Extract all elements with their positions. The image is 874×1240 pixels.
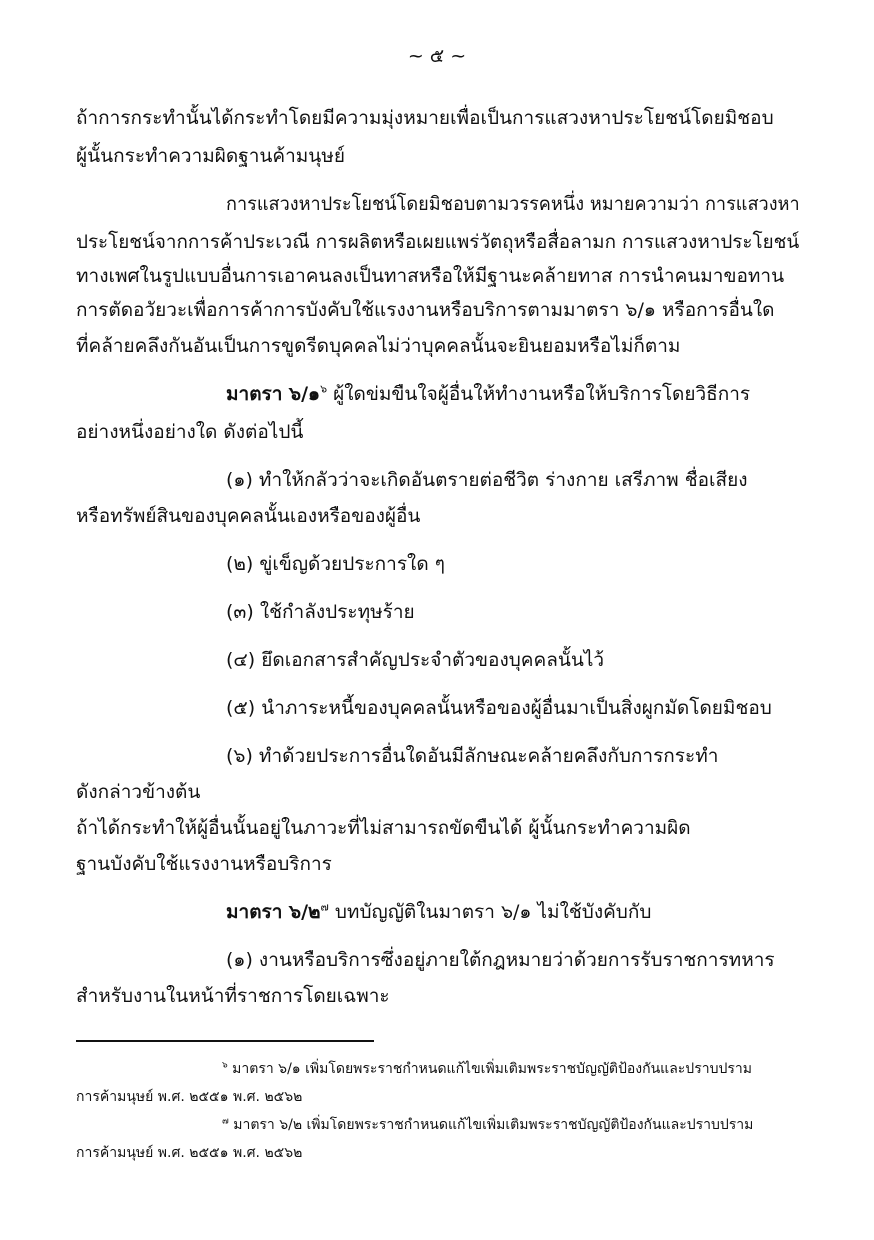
footnote-7 [222,1114,753,1136]
section-6-1-heading: มาตรา ๖/๑ [226,383,321,405]
list-item-6-continued: ดังกล่าวข้างต้น [76,781,201,803]
paragraph-line: ถ้าได้กระทำให้ผู้อื่นนั้นอยู่ในภาวะที่ไม่สามารถขัดขืนได้ ผู้นั้นกระทำความผิด [76,817,691,839]
footnote-ref-7[interactable]: ๗ [320,900,329,914]
paragraph-line: ประโยชน์จากการค้าประเวณี การผลิตหรือเผยแพร่วัตถุหรือสื่อลามก การแสวงหาประโยชน์ [76,231,800,253]
paragraph-line: ผู้นั้นกระทำความผิดฐานค้ามนุษย์ [76,145,345,167]
list-item-4: (๔) ยึดเอกสารสำคัญประจำตัวของบุคคลนั้นไว้ [226,649,605,671]
paragraph-line: ทางเพศในรูปแบบอื่นการเอาคนลงเป็นทาสหรือให้มีฐานะคล้ายทาส การนำคนมาขอทาน [76,265,785,287]
paragraph-line: ที่คล้ายคลึงกันอันเป็นการขูดรีดบุคคลไม่ว่าบุคคลนั้นจะยินยอมหรือไม่ก็ตาม [76,335,681,357]
section-6-2-heading: มาตรา ๖/๒ [226,901,321,923]
list-item-1-continued: หรือทรัพย์สินของบุคคลนั้นเองหรือของผู้อื่น [76,505,421,527]
list-item-2: (๒) ขู่เข็ญด้วยประการใด ๆ [226,553,445,575]
section-6-2-text: บทบัญญัติในมาตรา ๖/๑ ไม่ใช้บังคับกับ [328,901,652,923]
section-6-1-text: ผู้ใดข่มขืนใจผู้อื่นให้ทำงานหรือให้บริการโดยวิธีการ [327,383,751,405]
list-item-6: (๖) ทำด้วยประการอื่นใดอันมีลักษณะคล้ายคลึงกับการกระทำ [226,745,719,767]
footnote-mark-6: ๖ [222,1060,228,1071]
paragraph-line: อย่างหนึ่งอย่างใด ดังต่อไปนี้ [76,421,304,443]
section-6-2-heading-line [226,898,651,926]
footnote-6-continued: การค้ามนุษย์ พ.ศ. ๒๕๕๑ พ.ศ. ๒๕๖๒ [76,1089,303,1105]
footnote-6 [222,1058,752,1080]
paragraph-line: ถ้าการกระทำนั้นได้กระทำโดยมีความมุ่งหมายเพื่อเป็นการแสวงหาประโยชน์โดยมิชอบ [76,107,774,129]
footnote-7-continued: การค้ามนุษย์ พ.ศ. ๒๕๕๑ พ.ศ. ๒๕๖๒ [76,1145,303,1161]
footnote-mark-7: ๗ [222,1116,229,1127]
footnote-divider [76,1040,374,1042]
footnote-6-text: มาตรา ๖/๑ เพิ่มโดยพระราชกำหนดแก้ไขเพิ่มเติมพระราชบัญญัติป้องกันและปราบปราม [227,1061,752,1077]
paragraph-line: ฐานบังคับใช้แรงงานหรือบริการ [76,853,332,875]
list-item-3: (๓) ใช้กำลังประทุษร้าย [226,601,415,623]
paragraph-line: การตัดอวัยวะเพื่อการค้าการบังคับใช้แรงงานหรือบริการตามมาตรา ๖/๑ หรือการอื่นใด [76,299,775,321]
section-6-2-item-1-continued: สำหรับงานในหน้าที่ราชการโดยเฉพาะ [76,985,390,1007]
section-6-1-heading-line [226,380,750,408]
paragraph-line: การแสวงหาประโยชน์โดยมิชอบตามวรรคหนึ่ง หมายความว่า การแสวงหา [226,193,800,215]
list-item-5: (๕) นำภาระหนี้ของบุคคลนั้นหรือของผู้อื่นมาเป็นสิ่งผูกมัดโดยมิชอบ [226,697,772,719]
footnote-ref-6[interactable]: ๖ [320,382,328,396]
list-item-1: (๑) ทำให้กลัวว่าจะเกิดอันตรายต่อชีวิต ร่างกาย เสรีภาพ ชื่อเสียง [226,469,748,491]
section-6-2-item-1: (๑) งานหรือบริการซึ่งอยู่ภายใต้กฎหมายว่าด้วยการรับราชการทหาร [226,949,775,971]
footnote-7-text: มาตรา ๖/๒ เพิ่มโดยพระราชกำหนดแก้ไขเพิ่มเติมพระราชบัญญัติป้องกันและปราบปราม [228,1117,754,1133]
page-number: ~ ๕ ~ [407,45,467,67]
